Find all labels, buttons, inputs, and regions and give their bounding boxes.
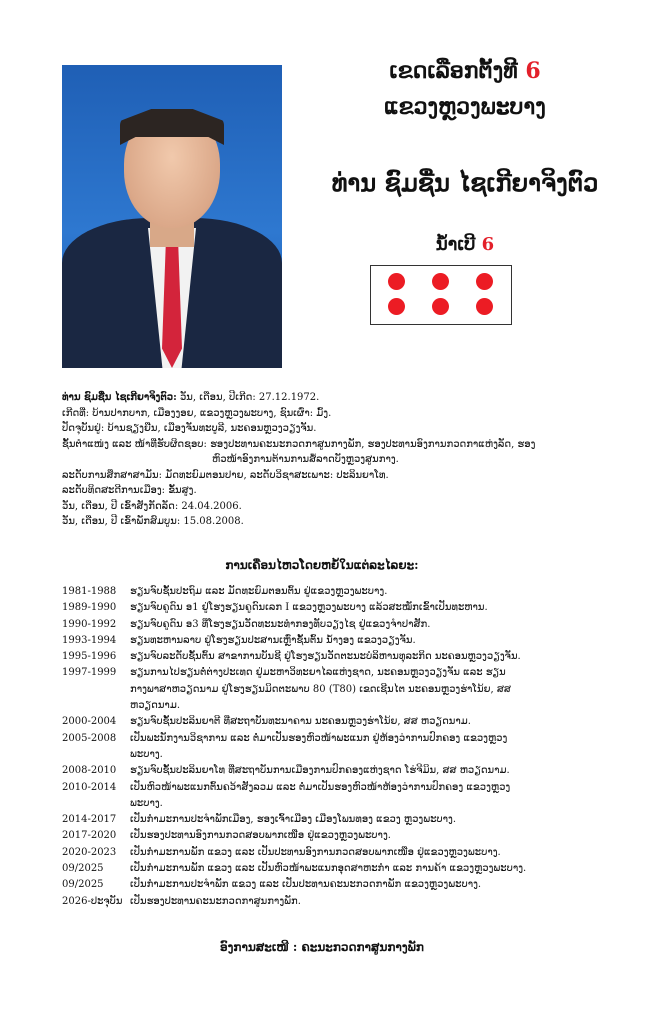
timeline-row [62,731,622,764]
timeline-years: 2000-2004 [62,716,117,728]
timeline-line: ຮຽນຈົບຄູດົນ ອ1 ຢູ່ໂຮງຮຽນຄູດົນເລກ I ແຂວງຫຼວງພະບາງ ແລ້ວສະໝັກເຂົ້າເປັນທະຫານ. [130,602,488,614]
timeline-years: 1997-1999 [62,667,117,679]
timeline-years: 09/2025 [62,879,104,891]
timeline-description [130,714,622,730]
timeline-line: ເປັນກໍາມະການພັກ ແຂວງ ແລະ ເປັນປະທານອົງການກວດສອບພາກເໜືອ ຢູ່ແຂວງຫຼວງພະບາງ. [130,846,501,858]
constituency-number: 6 [525,58,541,84]
timeline-line: ກາງພາສາຫວຽດນາມ ຢູ່ໂຮງຮຽນມິດຕະພາບ 80 (T80) ເຂດເຊີນໄຕ ນະຄອນຫຼວງຮ່າໂນ້ຍ, ສສ [130,683,511,695]
timeline-description [130,828,622,844]
info-name-dob [62,390,622,406]
ballot-dot [432,298,449,315]
constituency-label: ເຂດເລືອກຕັ້ງທີ [389,58,518,84]
timeline-row [62,600,622,616]
timeline-line: ຮຽນຈົບຊັ້ນປະຖົມ ແລະ ມັດທະຍົມຕອນຕົ້ນ ຢູ່ແຂວງຫຼວງພະບາງ. [130,586,388,597]
info-dob: ວັນ, ເດືອນ, ປີເກີດ: 27.12.1972. [176,392,320,403]
info-residence: ປັດຈຸບັນຢູ່: ບ້ານຊຽງຍືນ, ເມືອງຈັນທະບູລີ, ນະຄອນຫຼວງວຽງຈັນ. [62,423,317,434]
timeline-years: 1989-1990 [62,602,117,614]
timeline-years: 1995-1996 [62,651,117,663]
timeline-description [130,845,622,861]
timeline-row [62,665,622,714]
ballot-symbol [370,265,512,325]
timeline-line: ເປັນກໍາມະການພັກ ແຂວງ ແລະ ເປັນຫົວໜ້າພະແນກອຸດສາຫະກໍາ ແລະ ການຄ້າ ແຂວງຫຼວງພະບາງ. [130,863,527,875]
timeline-years: 2014-2017 [62,814,117,826]
timeline-years: 1981-1988 [62,586,117,597]
ballot-dot [432,273,449,290]
timeline-years: 1993-1994 [62,634,117,646]
timeline-row [62,845,622,861]
info-education: ລະດັບການສຶກສາສາມັນ: ມັດທະຍົມຕອນປາຍ, ລະດັບວິຊາສະເພາະ: ປະລິນຍາໂທ. [62,469,389,481]
timeline-title: ການເຄື່ອນໄຫວໂດຍຫຍໍ້ໃນແຕ່ລະໄລຍະ: [225,558,419,572]
timeline-line: ຮຽນການໄປຮຽນຕໍ່ຕ່າງປະເທດ ຢູ່ມະຫາວິທະຍາໄລແຫ່ງຊາດ, ນະຄອນຫຼວງວຽງຈັນ ແລະ ຮຽນ [130,667,506,679]
timeline-line: ພະບາງ. [130,797,163,809]
info-position: ຊັ້ນຕໍາແໜ່ງ ແລະ ໜ້າທີ່ຮັບຜິດຊອບ: ຮອງປະທານຄະນະກວດກາສູນກາງພັກ, ຮອງປະທານອົງການກວດກາແຫ່ງລັດ, ຮອງ [62,438,536,450]
timeline-line: ເປັນຮອງປະທານຄະນະກວດກາສູນກາງພັກ. [130,895,301,907]
timeline-years: 2026-ປະຈຸບັນ [62,895,123,907]
timeline-description [130,649,622,665]
timeline-description [130,861,622,877]
timeline-line: ເປັນກໍາມະການປະຈໍາພັກ ແຂວງ ແລະ ເປັນປະທານຄະນະກວດກາພັກ ແຂວງຫຼວງພະບາງ. [130,879,482,891]
timeline-line: ເປັນກໍາມະການປະຈໍາພັກເມືອງ, ຮອງເຈົ້າເມືອງ ເມືອງໂພນທອງ ແຂວງ ຫຼວງພະບາງ. [130,814,457,826]
ballot-dot [476,273,493,290]
timeline-years: 2010-2014 [62,781,117,793]
timeline-description [130,763,622,779]
personal-info [62,390,622,530]
timeline-years: 09/2025 [62,863,104,875]
timeline-row [62,649,622,665]
timeline-line: ຮຽນຈົບລະດັບຊັ້ນຕົ້ນ ສາຂາການບັນຊີ ຢູ່ໂຮງຮຽນວັດຕະນະບໍລິຫານທຸລະກິດ ນະຄອນຫຼວງວຽງຈັນ. [130,651,521,663]
timeline-line: ພະບາງ. [130,748,163,760]
ballot-number: 6 [481,234,495,255]
timeline-description [130,877,622,893]
timeline-years: 2017-2020 [62,830,117,842]
constituency-line [290,58,640,84]
timeline-description [130,633,622,649]
timeline-line: ເປັນພະນັກງານວິຊາການ ແລະ ຕໍ່ມາເປັນຮອງຫົວໜ້າພະແນກ ຢູ່ຫ້ອງວ່າການປົກຄອງ ແຂວງຫຼວງ [130,732,508,744]
timeline-years: 2020-2023 [62,846,117,858]
timeline-years: 1990-1992 [62,618,117,630]
ballot-dot [388,273,405,290]
timeline-row [62,763,622,779]
timeline-description [130,617,622,633]
timeline-description [130,600,622,616]
timeline-description [130,894,622,910]
ballot-dot [388,298,405,315]
timeline-row [62,633,622,649]
timeline-description [130,812,622,828]
timeline-line: ເປັນຫົວໜ້າພະແນກຕົ້ນຄວ້າສັງລວມ ແລະ ຕໍ່ມາເປັນຮອງຫົວໜ້າຫ້ອງວ່າການປົກຄອງ ແຂວງຫຼວງ [130,781,511,793]
ballot-dot [476,298,493,315]
timeline-line: ຫວຽດນາມ. [130,700,181,712]
timeline-row [62,780,622,813]
info-political: ລະດັບທິດສະດີການເມືອງ: ຂັ້ນສູງ. [62,485,197,496]
timeline-years: 2008-2010 [62,765,117,777]
nominating-body: ອົງການສະເໜີ : ຄະນະກວດກາສູນກາງພັກ [220,940,424,954]
candidate-name: ທ່ານ ຊົມຊື່ນ ໄຊເກີຍາຈິງຕົວ [331,168,599,197]
timeline-years: 2005-2008 [62,732,117,744]
timeline-description [130,584,622,600]
province-line: ແຂວງຫຼວງພະບາງ [384,94,546,120]
timeline [62,584,622,910]
info-position-cont: ຫົວໜ້າອົງການຕ້ານການສໍ້ລາດບັງຫຼວງສູນກາງ. [212,454,399,465]
ballot-number-line [290,234,640,255]
timeline-description [130,731,622,764]
timeline-row [62,828,622,844]
timeline-row [62,894,622,910]
timeline-row [62,617,622,633]
info-name: ທ່ານ ຊົມຊື່ນ ໄຊເກີຍາຈິງຕົວ: [62,392,177,403]
timeline-line: ຮຽນຈົບຄູດົນ ອ3 ທີ່ໂຮງຮຽນວັດທະນະທໍາກອງທັບວຽງໄຊ ຢູ່ແຂວງຈໍາປາສັກ. [130,618,431,630]
timeline-row [62,861,622,877]
timeline-row [62,714,622,730]
timeline-line: ຮຽນຈົບຊັ້ນປະລິນຍາໂທ ທີ່ສະຖາບັນການເມືອງການປົກຄອງແຫ່ງຊາດ ໂຮ່ຈີມິນ, ສສ ຫວຽດນາມ. [130,765,510,777]
timeline-description [130,665,622,714]
timeline-row [62,877,622,893]
timeline-row [62,584,622,600]
info-birthplace: ເກີດທີ່: ບ້ານປາກບາກ, ເມືອງງອຍ, ແຂວງຫຼວງພະບາງ, ຊົນເຜົ່າ: ມົ້ງ. [62,407,332,419]
timeline-line: ເປັນຮອງປະທານອົງການກວດສອບພາກເໜືອ ຢູ່ແຂວງຫຼວງພະບາງ. [130,830,391,842]
candidate-photo [62,65,282,368]
timeline-line: ຮຽນທະຫານລາບ ຢູ່ໂຮງຮຽນປະສານເຫຼົ່າຊັ້ນຕົ້ນ ນໍ້າງອງ ແຂວງວຽງຈັນ. [130,634,416,646]
timeline-description [130,780,622,813]
ballot-label: ນ້ຳເບີ [435,234,476,255]
info-youth-union: ວັນ, ເດືອນ, ປີ ເຂົ້າສັງກັດລັດ: 24.04.2006. [62,500,242,512]
timeline-row [62,812,622,828]
info-party-join: ວັນ, ເດືອນ, ປີ ເຂົ້າພັກສົມບູນ: 15.08.2008. [62,516,244,527]
timeline-line: ຮຽນຈົບຊັ້ນປະລິນຍາຕີ ທີ່ສະຖາບັນທະນາຄານ ນະຄອນຫຼວງຮ່າໂນ້ຍ, ສສ ຫວຽດນາມ. [130,716,471,728]
